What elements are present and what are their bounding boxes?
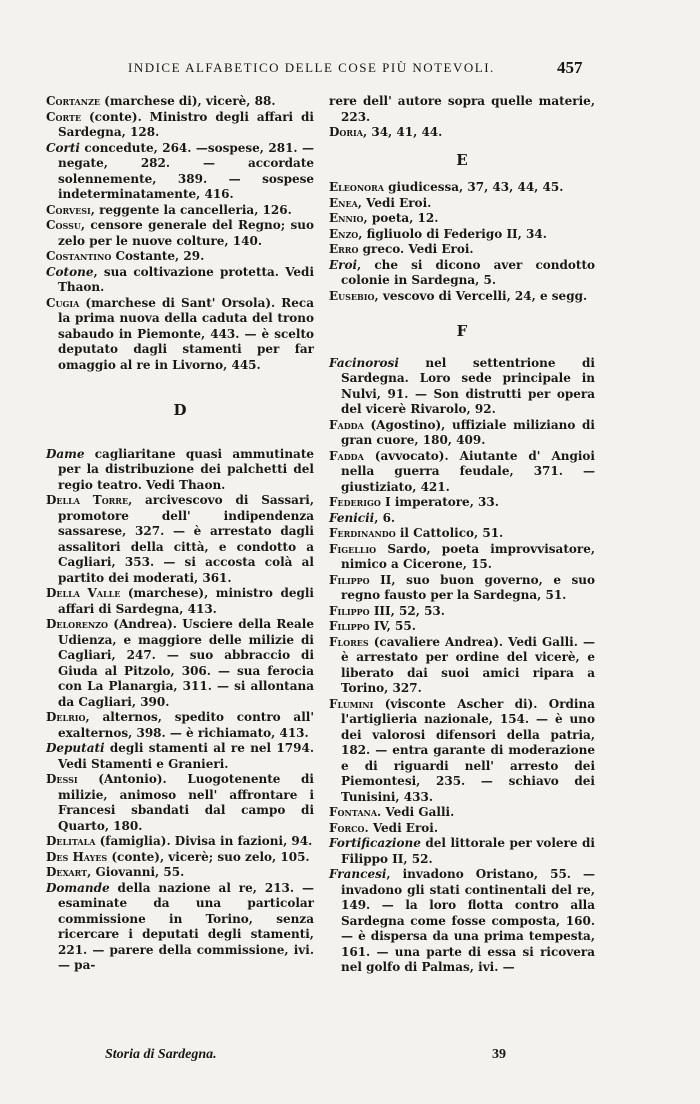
index-entry [46,447,314,494]
entry-headword: Dexart [46,865,88,879]
entry-text: greco. Vedi Eroi. [358,242,474,256]
entry-text: , poeta, 12. [363,211,439,225]
entry-headword: Deputati [46,741,105,755]
entry-headword: Dame [46,446,85,461]
index-entry [329,196,595,212]
entry-text: nel settentrione di Sardegna. Loro sede principale in Nulvi, 91. — Son distrutti per opera del vicerè Rivarolo, 92. [341,355,595,416]
entry-headword: Federigo [329,495,381,509]
entry-text: rere dell' autore sopra quelle materie, 223. [329,94,595,124]
entry-headword: Corte [46,109,82,124]
entry-headword: Delorenzo [46,617,108,631]
entry-headword: Filippo [329,619,370,633]
entry-headword: Erro [329,242,359,256]
index-entry [329,356,595,418]
entry-text: degli stamenti al re nel 1794. Vedi Stamenti e Granieri. [58,741,314,771]
entry-headword: Eroi [329,257,358,272]
index-entry [329,542,595,573]
entry-headword: Eusebio [329,288,375,303]
entry-text: (cavaliere Andrea). Vedi Galli. — è arrestato per ordine del vicerè, e liberato dai suoi amici ripara a Torino, 327. [341,634,595,695]
entry-headword: Dessi [46,772,78,786]
entry-text: giudicessa, 37, 43, 44, 45. [383,180,564,194]
entry-headword: Facinorosi [329,355,399,370]
left-column [46,94,314,974]
index-entry [329,258,595,289]
section-letter-e: E [456,150,468,169]
entry-text: , 6. [374,510,396,525]
index-entry [46,218,314,249]
entry-text: , sua coltivazione protetta. Vedi Thaon. [58,264,314,294]
entry-text: (visconte Ascher di). Ordina l'artiglieria nazionale, 154. — è uno dei valorosi difensori della patria, 182. — entra garante di moderazione e di riguardi nell' arresto dei Piemontesi, 235. — schiavo dei Tunisini, 433. [341,696,595,804]
entry-text: , 34, 41, 44. [362,125,443,139]
entry-headword: Enzo [329,226,359,241]
entry-text: II, suo buon governo, e suo regno fausto per la Sardegna, 51. [341,572,595,602]
section-letter-f: F [456,322,468,340]
entry-headword: Fenicii [329,510,375,525]
entry-text: III, 52, 53. [369,603,445,618]
index-entry [329,211,595,227]
entry-headword: Fortificazione [329,836,421,850]
entry-headword: Flumini [329,696,374,711]
index-entry [329,289,595,305]
entry-text: IV, 55. [369,619,416,633]
footer-book-title: Storia di Sardegna. [105,1047,217,1062]
entry-text: cagliaritane quasi ammutinate per la distribuzione dei palchetti del regio teatro. Vedi Thaon. [58,446,314,492]
entry-headword: Filippo [329,572,370,587]
right-column [329,94,595,976]
index-entry [329,125,595,141]
section-letter-d: D [173,401,187,419]
entry-text: (Antonio). Luogotenente di milizie, animoso nell' affrontare i Francesi sbandati dal campo di Quarto, 180. [58,772,314,833]
entry-headword: Ferdinando [329,526,396,540]
entry-text: I imperatore, 33. [380,495,499,509]
footer-signature: 39 [492,1047,506,1062]
entry-headword: Costantino [46,249,112,263]
entry-text: Costante, 29. [111,249,205,263]
entry-text: , arcivescovo di Sassari, promotore dell' indipendenza sassarese, 327. — è arrestato dagli assalitori della città, e condotto a Cagliari, 353. — si accosta colà al partito dei moderati, 361. [58,493,314,585]
entry-text: . Vedi Eroi. [364,820,439,835]
entry-text: (Agostino), uffiziale miliziano di gran cuore, 180, 409. [341,417,595,447]
index-entry [329,805,595,821]
entry-text: , invadono Oristano, 55. — invadono gli stati continentali del re, 149. — la loro flotta contro alla Sardegna come fosse composta, 160. — è dispersa da una prima tempesta, 161. — una parte di essa si ricovera nel golfo di Palmas, ivi. — [341,867,595,974]
entry-headword: Flores [329,634,369,649]
index-entry [46,772,314,834]
index-entry [46,493,314,586]
entry-headword: Della Torre [46,493,129,507]
index-entry [46,850,314,866]
entry-text: (conte). Ministro degli affari di Sardegna, 128. [58,109,314,139]
entry-headword: Delrio [46,710,86,724]
index-entry [329,242,595,258]
entry-headword: Doria [329,125,363,139]
index-entry [46,586,314,617]
index-entry [329,619,595,635]
entry-headword: Corti [46,140,80,155]
index-entry [46,710,314,741]
index-entry [329,495,595,511]
entry-text: . Vedi Galli. [377,805,455,819]
entry-text: della nazione al re, 213. — esaminate da una particolar commissione in Torino, senza ricercare i deputati degli stamenti, 221. — parere della commissione, ivi. — pa- [58,880,314,972]
entry-text: (marchese di Sant' Orsola). Reca la prima nuova della caduta del trono sabaudo in Piemonte, 443. — è scelto deputato dagli stamenti per far omaggio al re in Livorno, 445. [58,295,314,372]
entry-headword: Francesi [329,867,387,881]
index-entry [329,511,595,527]
entry-text: , che si dicono aver condotto colonie in Sardegna, 5. [341,257,595,287]
entry-text: , Giovanni, 55. [87,865,185,879]
entry-text: (avvocato). Aiutante d' Angioi nella guerra feudale, 371. — giustiziato, 421. [341,448,595,494]
index-entry [329,526,595,542]
entry-text: , censore generale del Regno; suo zelo per le nuove colture, 140. [58,218,314,248]
index-entry [329,836,595,867]
entry-headword: Cugia [46,295,80,310]
entry-text: (marchese), ministro degli affari di Sardegna, 413. [58,586,314,616]
entry-text: Sardo, poeta improvvisatore, nimico a Cicerone, 15. [341,541,595,571]
entry-text: (famiglia). Divisa in fazioni, 94. [95,834,313,848]
index-entry [46,834,314,850]
entry-text: , alternos, spedito contro all' exalternos, 398. — è richiamato, 413. [58,710,314,740]
index-entry [329,604,595,620]
entry-headword: Figellio [329,541,377,556]
entry-headword: Cossu [46,218,81,232]
entry-text: , vescovo di Vercelli, 24, e segg. [374,288,588,303]
index-entry [46,296,314,374]
entry-headword: Delitala [46,834,96,848]
entry-text: , Vedi Eroi. [357,195,432,210]
index-entry [46,249,314,265]
index-entry [46,203,314,219]
index-entry [329,821,595,837]
index-entry [329,180,595,196]
entry-headword: Cortanze [46,94,100,108]
index-entry [46,141,314,203]
entry-text: (Andrea). Usciere della Reale Udienza, e maggiore delle milizie di Cagliari, 247. — suo abbraccio di Giuda al Pitzolo, 306. — sua ferocia con La Planargia, 311. — si allontana da Cagliari, 390. [58,617,314,709]
entry-headword: Eleonora [329,180,384,194]
entry-headword: Corvesi [46,202,91,217]
entry-headword: Des Hayes [46,849,108,864]
entry-text: (conte), vicerè; suo zelo, 105. [107,849,310,864]
entry-headword: Cotone [46,264,94,279]
entries-c [46,94,314,373]
index-entry [329,697,595,806]
index-entry [329,867,595,976]
entry-headword: Ennio [329,211,364,225]
index-entry [329,573,595,604]
entries-e [329,180,595,304]
entry-headword: Fadda [329,448,364,463]
entry-headword: Domande [46,880,110,895]
entry-text: il Cattolico, 51. [395,526,504,540]
entries-d-continued [329,94,595,141]
index-entry [46,741,314,772]
index-entry [329,635,595,697]
entry-text: , reggente la cancelleria, 126. [90,202,292,217]
index-entry [46,94,314,110]
entry-text: (marchese di), vicerè, 88. [100,94,276,108]
index-entry [329,94,595,125]
entry-headword: Filippo [329,603,370,618]
index-entry [329,418,595,449]
entry-headword: Fontana [329,805,378,819]
entry-text: , figliuolo di Federigo II, 34. [358,226,547,241]
page-number: 457 [557,58,583,77]
entry-headword: Enea [329,195,358,210]
entry-headword: Forco [329,820,365,835]
entry-text: concedute, 264. —sospese, 281. — negate, 282. — accordate solennemente, 389. — sospese indeterminatamente, 416. [58,140,314,201]
running-title: INDICE ALFABETICO DELLE COSE PIÙ NOTEVOLI. [128,60,495,75]
index-entry [329,227,595,243]
entries-f [329,356,595,976]
index-entry [46,110,314,141]
entry-headword: Fadda [329,417,364,432]
index-entry [46,265,314,296]
entries-d [46,447,314,974]
index-entry [46,865,314,881]
entry-text: del littorale per volere di Filippo II, 52. [341,836,595,866]
index-entry [329,449,595,496]
index-entry [46,881,314,974]
entry-headword: Della Valle [46,586,121,600]
index-entry [46,617,314,710]
